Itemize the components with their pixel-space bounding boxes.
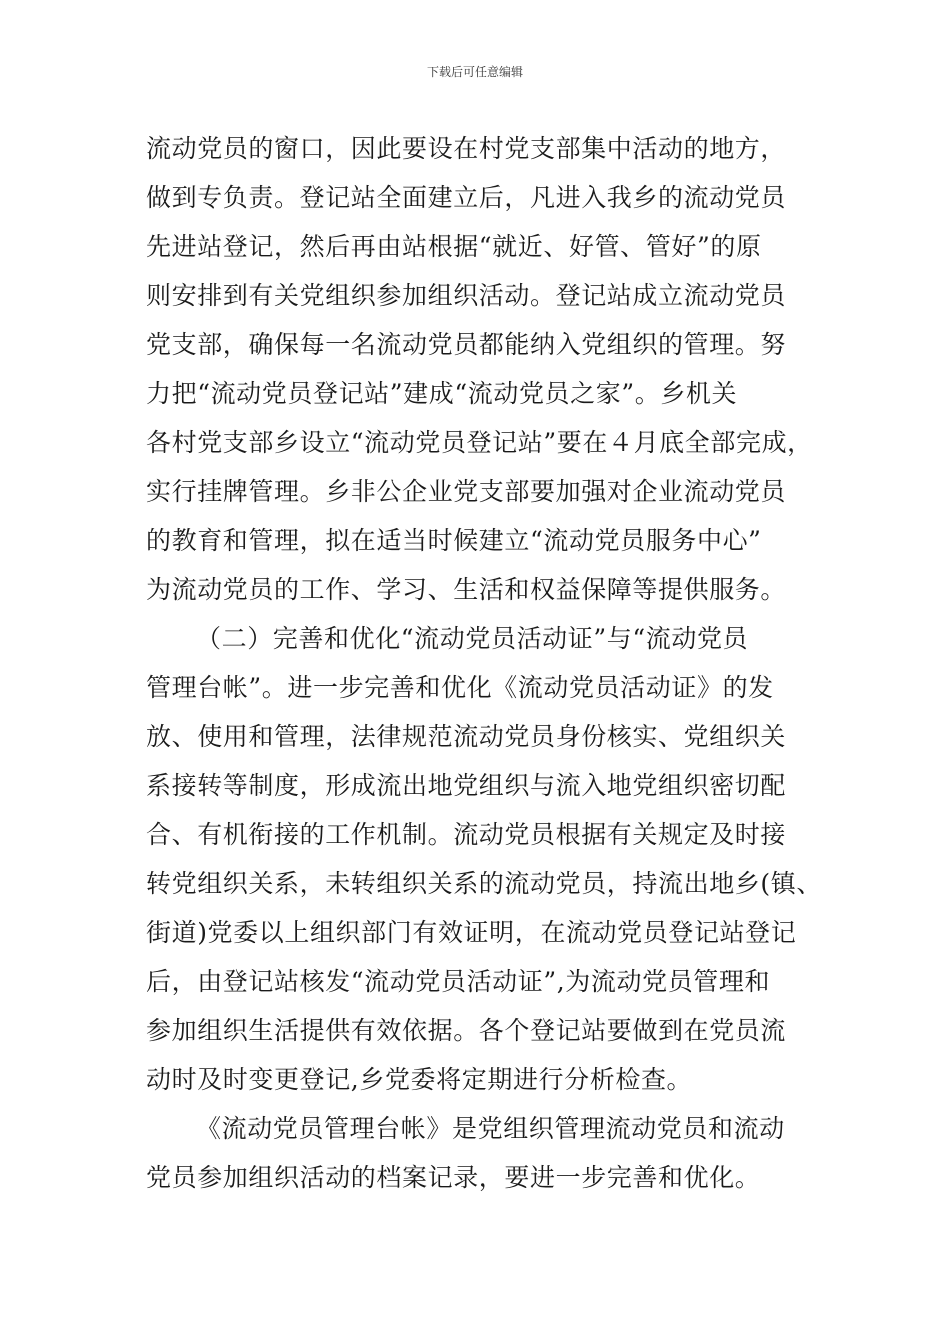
text-line: 参加组织生活提供有效依据。各个登记站要做到在党员流: [146, 1016, 787, 1045]
text-line: 党员参加组织活动的档案记录，要进一步完善和优化。: [146, 1163, 761, 1192]
document-body: [146, 124, 826, 1202]
text-line: 则安排到有关党组织参加组织活动。登记站成立流动党员: [146, 281, 787, 310]
text-line: 放、使用和管理，法律规范流动党员身份核实、党组织关: [146, 722, 787, 751]
text-line: 实行挂牌管理。乡非公企业党支部要加强对企业流动党员: [146, 477, 787, 506]
text-line: 先进站登记，然后再由站根据“就近、好管、管好”的原: [146, 232, 762, 261]
text-line: 各村党支部乡设立“流动党员登记站”要在４月底全部完成，: [146, 428, 813, 457]
text-line: 党支部，确保每一名流动党员都能纳入党组织的管理。努: [146, 330, 787, 359]
text-line: 管理台帐”。进一步完善和优化《流动党员活动证》的发: [146, 673, 774, 702]
text-line: （二）完善和优化“流动党员活动证”与“流动党员: [196, 624, 749, 653]
text-line: 动时及时变更登记,乡党委将定期进行分析检查。: [146, 1065, 693, 1094]
text-line: 《流动党员管理台帐》是党组织管理流动党员和流动: [196, 1114, 785, 1143]
paragraph-1: [146, 124, 826, 614]
text-line: 转党组织关系，未转组织关系的流动党员，持流出地乡(镇、: [146, 869, 822, 898]
paragraph-2: [146, 614, 826, 1104]
text-line: 后，由登记站核发“流动党员活动证”,为流动党员管理和: [146, 967, 771, 996]
page-header: 下载后可任意编辑: [426, 65, 523, 79]
text-line: 流动党员的窗口，因此要设在村党支部集中活动的地方，: [146, 134, 787, 163]
text-line: 合、有机衔接的工作机制。流动党员根据有关规定及时接: [146, 820, 787, 849]
paragraph-3: [146, 1104, 826, 1202]
text-line: 系接转等制度，形成流出地党组织与流入地党组织密切配: [146, 771, 787, 800]
text-line: 为流动党员的工作、学习、生活和权益保障等提供服务。: [146, 575, 787, 604]
text-line: 的教育和管理，拟在适当时候建立“流动党员服务中心”: [146, 526, 762, 555]
text-line: 力把“流动党员登记站”建成“流动党员之家”。乡机关: [146, 379, 738, 408]
text-line: 做到专负责。登记站全面建立后，凡进入我乡的流动党员: [146, 183, 787, 212]
text-line: 街道)党委以上组织部门有效证明，在流动党员登记站登记: [146, 918, 797, 947]
